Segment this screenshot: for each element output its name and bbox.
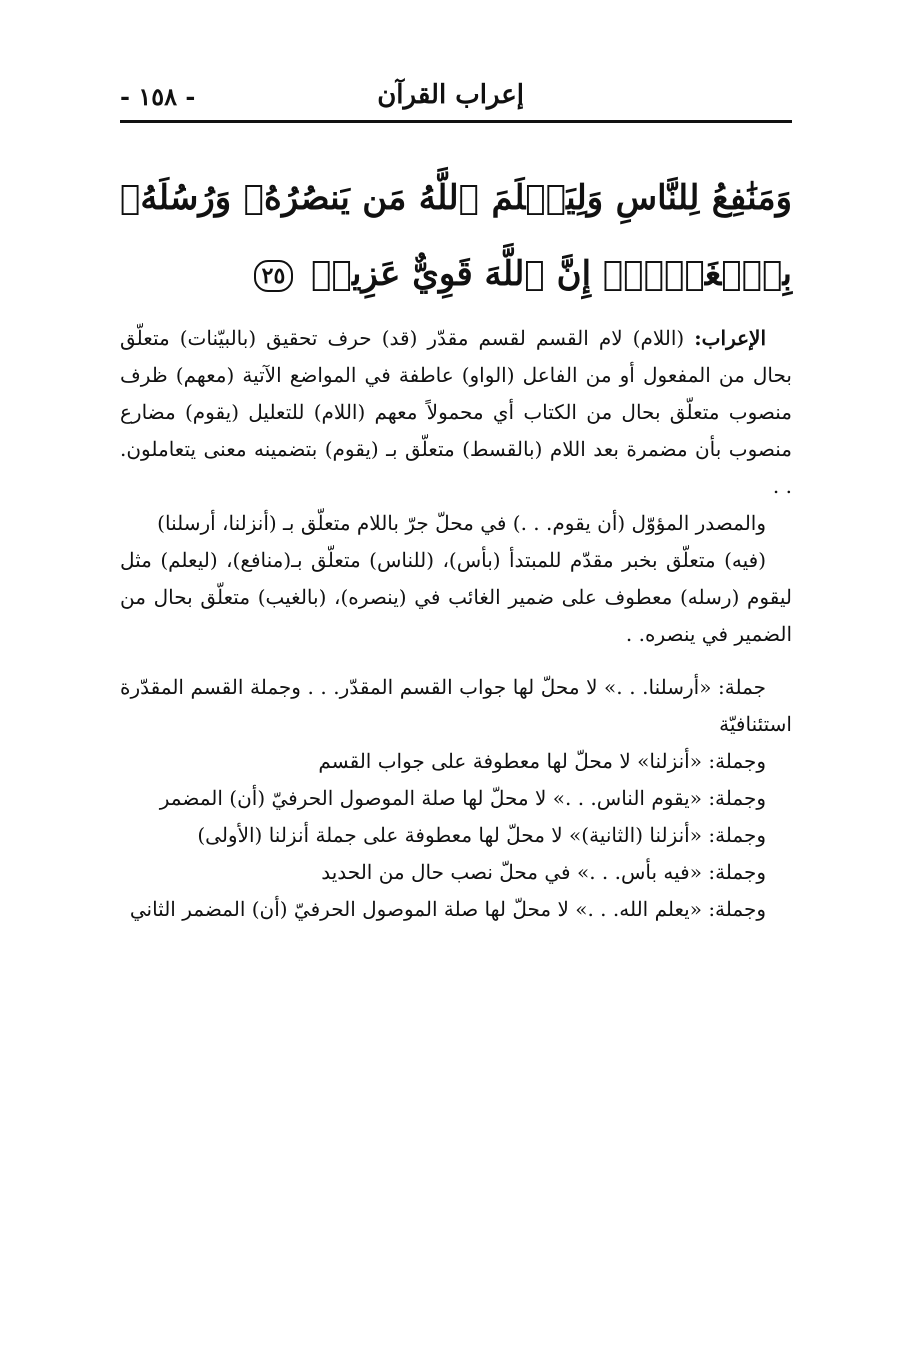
irab-label: الإعراب: (694, 326, 766, 350)
commentary (120, 320, 792, 928)
irab-paragraph (120, 320, 792, 505)
sentence-3: وجملة: «يقوم الناس. . .» لا محلّ لها صلة الموصول الحرفيّ (أن) المضمر (159, 786, 766, 810)
sentence-6: وجملة: «يعلم الله. . .» لا محلّ لها صلة الموصول الحرفيّ (أن) المضمر الثاني (129, 897, 766, 921)
quran-verse (120, 160, 792, 312)
spacer (120, 653, 792, 669)
sentence-5: وجملة: «فيه بأس. . .» في محلّ نصب حال من الحديد (321, 860, 766, 884)
sentence-4: وجملة: «أنزلنا (الثانية)» لا محلّ لها معطوفة على جملة أنزلنا (الأولى) (197, 823, 766, 847)
irab-text-1: (اللام) لام القسم لقسم مقدّر (قد) حرف تحقيق (بالبيّنات) متعلّق بحال من المفعول أو من الفاعل (الواو) عاطفة في المواضع الآتية (معهم) ظرف منصوب متعلّق بحال من الكتاب أي محمولاً معهم (اللام) للتعليل (يقوم) مضارع منصوب بأن مضمرة بعد اللام (بالقسط) متعلّق بـ (يقوم) بتضمينه معنى يتعاملون. . . (120, 326, 792, 498)
page-number: - ١٥٨ - (120, 82, 196, 111)
page-header (120, 78, 792, 120)
running-title: إعراب القرآن (377, 80, 524, 110)
header-divider (120, 120, 792, 123)
irab-paragraph-3: (فيه) متعلّق بخبر مقدّم للمبتدأ (بأس)، (للناس) متعلّق بـ(منافع)، (ليعلم) مثل ليقوم (رسله) معطوف على ضمير الغائب في (ينصره)، (بالغيب) متعلّق بحال من الضمير في ينصره. . (120, 548, 792, 646)
verse-text: وَمَنَٰفِعُ لِلنَّاسِ وَلِيَعۡلَمَ ٱللَّهُ مَن يَنصُرُهُۥ وَرُسُلَهُۥ بِٱلۡغَيۡبِۚ إِنَّ ٱللَّهَ قَوِيٌّ عَزِيزٞ (120, 178, 792, 294)
irab-paragraph-2: والمصدر المؤوّل (أن يقوم. . .) في محلّ جرّ باللام متعلّق بـ (أنزلنا، أرسلنا) (157, 511, 766, 535)
sentence-2: وجملة: «أنزلنا» لا محلّ لها معطوفة على جواب القسم (318, 749, 766, 773)
sentence-1: جملة: «أرسلنا. . .» لا محلّ لها جواب القسم المقدّر. . . وجملة القسم المقدّرة استئنافيّة (120, 675, 792, 736)
verse-number-badge: ٢٥ (254, 260, 294, 292)
